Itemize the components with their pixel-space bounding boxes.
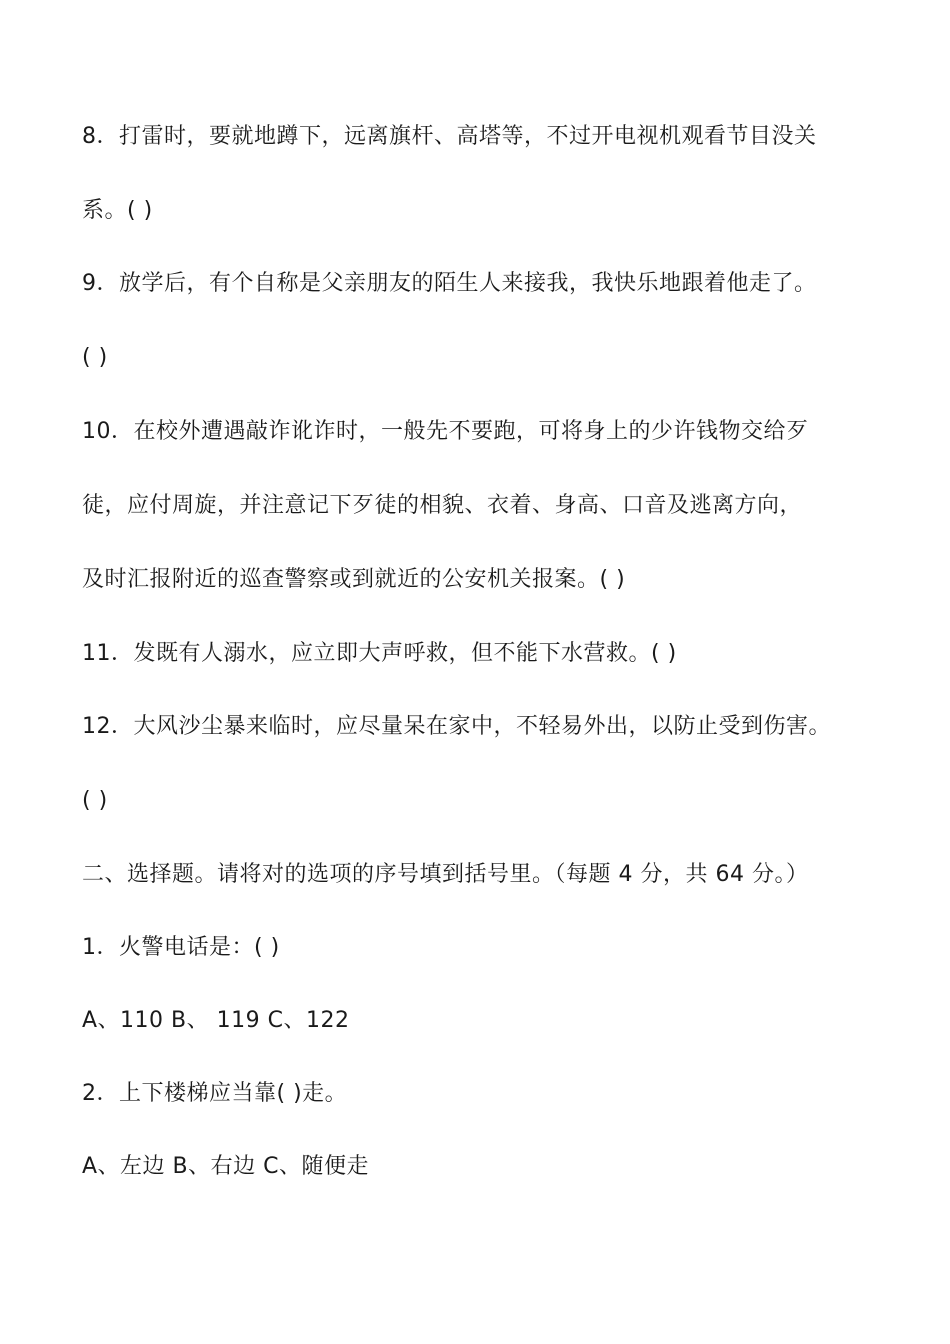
section-2-heading: 二、选择题。请将对的选项的序号填到括号里。（每题 4 分，共 64 分。） [82, 862, 809, 887]
question-12-line-1: 12．大风沙尘暴来临时，应尽量呆在家中，不轻易外出，以防止受到伤害。 [82, 714, 831, 739]
question-8-line-1: 8．打雷时，要就地蹲下，远离旗杆、高塔等，不过开电视机观看节目没关 [82, 124, 817, 149]
mc-question-1: 1．火警电话是：( ) [82, 935, 280, 960]
question-8-line-2: 系。( ) [82, 198, 153, 223]
question-10-line-2: 徒，应付周旋，并注意记下歹徒的相貌、衣着、身高、口音及逃离方向， [82, 493, 803, 518]
question-9-line-1: 9．放学后，有个自称是父亲朋友的陌生人来接我，我快乐地跟着他走了。 [82, 271, 817, 296]
mc-question-1-options: A、110 B、 119 C、122 [82, 1008, 350, 1033]
question-10-line-3: 及时汇报附近的巡查警察或到就近的公安机关报案。( ) [82, 567, 626, 592]
question-12-line-2: ( ) [82, 788, 108, 813]
question-11-line: 11．发既有人溺水，应立即大声呼救，但不能下水营救。( ) [82, 641, 677, 666]
mc-question-2-options: A、左边 B、右边 C、随便走 [82, 1154, 369, 1179]
mc-question-2: 2．上下楼梯应当靠( )走。 [82, 1081, 348, 1106]
question-10-line-1: 10．在校外遭遇敲诈讹诈时，一般先不要跑，可将身上的少许钱物交给歹 [82, 419, 809, 444]
question-9-line-2: ( ) [82, 345, 108, 370]
